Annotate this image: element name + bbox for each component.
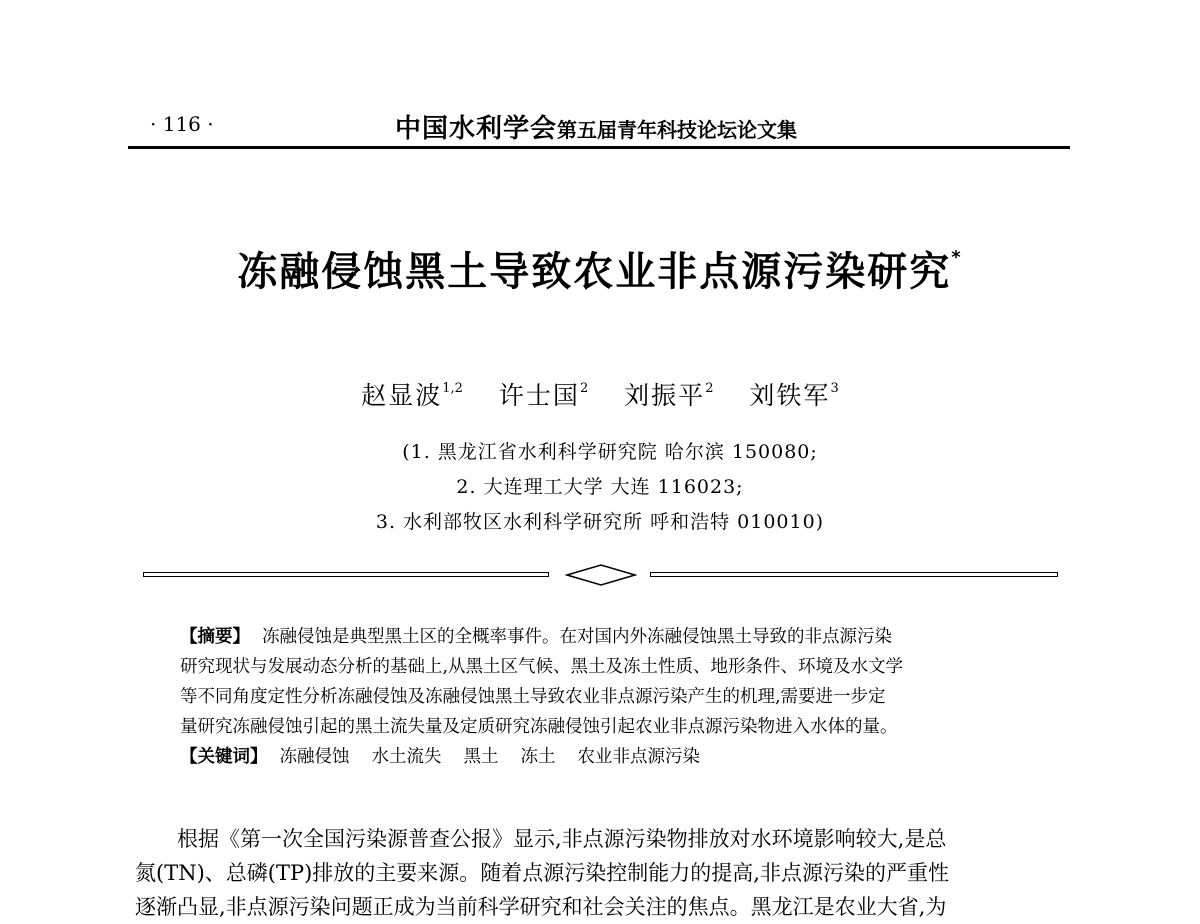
keyword: 农业非点源污染	[577, 747, 700, 767]
keywords-label: 【关键词】	[180, 747, 268, 767]
abstract-block	[180, 622, 1030, 772]
paper-title-text: 冻融侵蚀黑土导致农业非点源污染研究	[237, 249, 952, 295]
keyword: 水土流失	[371, 747, 442, 767]
body-line: 氮(TN)、总磷(TP)排放的主要来源。随着点源污染控制能力的提高,非点源污染的严重性	[135, 861, 949, 885]
author-affiliation-marker: 3	[830, 381, 839, 396]
abstract-line: 量研究冻融侵蚀引起的黑土流失量及定质研究冻融侵蚀引起农业非点源污染物进入水体的量。	[180, 717, 898, 737]
abstract-label: 【摘要】	[180, 627, 250, 647]
journal-title	[395, 108, 797, 145]
author	[624, 381, 713, 410]
author-name: 许士国	[498, 381, 580, 410]
author	[749, 381, 838, 410]
keywords-line	[180, 742, 1030, 772]
author-affiliation-marker: 2	[579, 381, 589, 396]
abstract-line	[180, 622, 1030, 652]
divider-bar-left	[143, 572, 549, 577]
affiliation-line: 3. 水利部牧区水利科学研究所 呼和浩特 010010)	[375, 511, 825, 533]
author	[361, 381, 463, 410]
abstract-line: 研究现状与发展动态分析的基础上,从黑土区气候、黑土及冻土性质、地形条件、环境及水文学	[180, 657, 904, 677]
diamond-ornament-icon	[565, 563, 637, 587]
keyword: 冻融侵蚀	[279, 747, 350, 767]
author-affiliation-marker: 2	[705, 381, 714, 396]
author-list	[0, 376, 1200, 412]
divider-bar-right	[650, 572, 1058, 577]
affiliation-line: (1. 黑龙江省水利科学研究院 哈尔滨 150080;	[402, 441, 818, 463]
affiliation-line: 2. 大连理工大学 大连 116023;	[456, 476, 744, 498]
author-affiliation-marker: 1,2	[442, 381, 463, 396]
journal-proceedings-name: 第五届青年科技论坛论文集	[557, 118, 798, 142]
abstract-text: 冻融侵蚀是典型黑土区的全概率事件。在对国内外冻融侵蚀黑土导致的非点源污染	[262, 627, 892, 647]
paper-title	[0, 240, 1200, 297]
keyword: 黑土	[463, 747, 499, 767]
abstract-line: 等不同角度定性分析冻融侵蚀及冻融侵蚀黑土导致农业非点源污染产生的机理,需要进一步定	[180, 687, 886, 707]
title-footnote-marker: *	[951, 247, 963, 268]
body-line: 根据《第一次全国污染源普查公报》显示,非点源污染物排放对水环境影响较大,是总	[177, 827, 947, 851]
keyword: 冻土	[520, 747, 556, 767]
journal-society-name: 中国水利学会	[395, 114, 558, 144]
header-rule	[128, 146, 1070, 149]
author	[499, 381, 588, 410]
body-paragraph	[135, 822, 1080, 924]
page-number: · 116 ·	[150, 112, 214, 136]
body-line: 逐渐凸显,非点源污染问题正成为当前科学研究和社会关注的焦点。黑龙江是农业大省,为	[135, 895, 947, 919]
author-name: 刘振平	[624, 381, 706, 410]
author-name: 刘铁军	[749, 381, 831, 410]
author-name: 赵显波	[361, 381, 443, 410]
